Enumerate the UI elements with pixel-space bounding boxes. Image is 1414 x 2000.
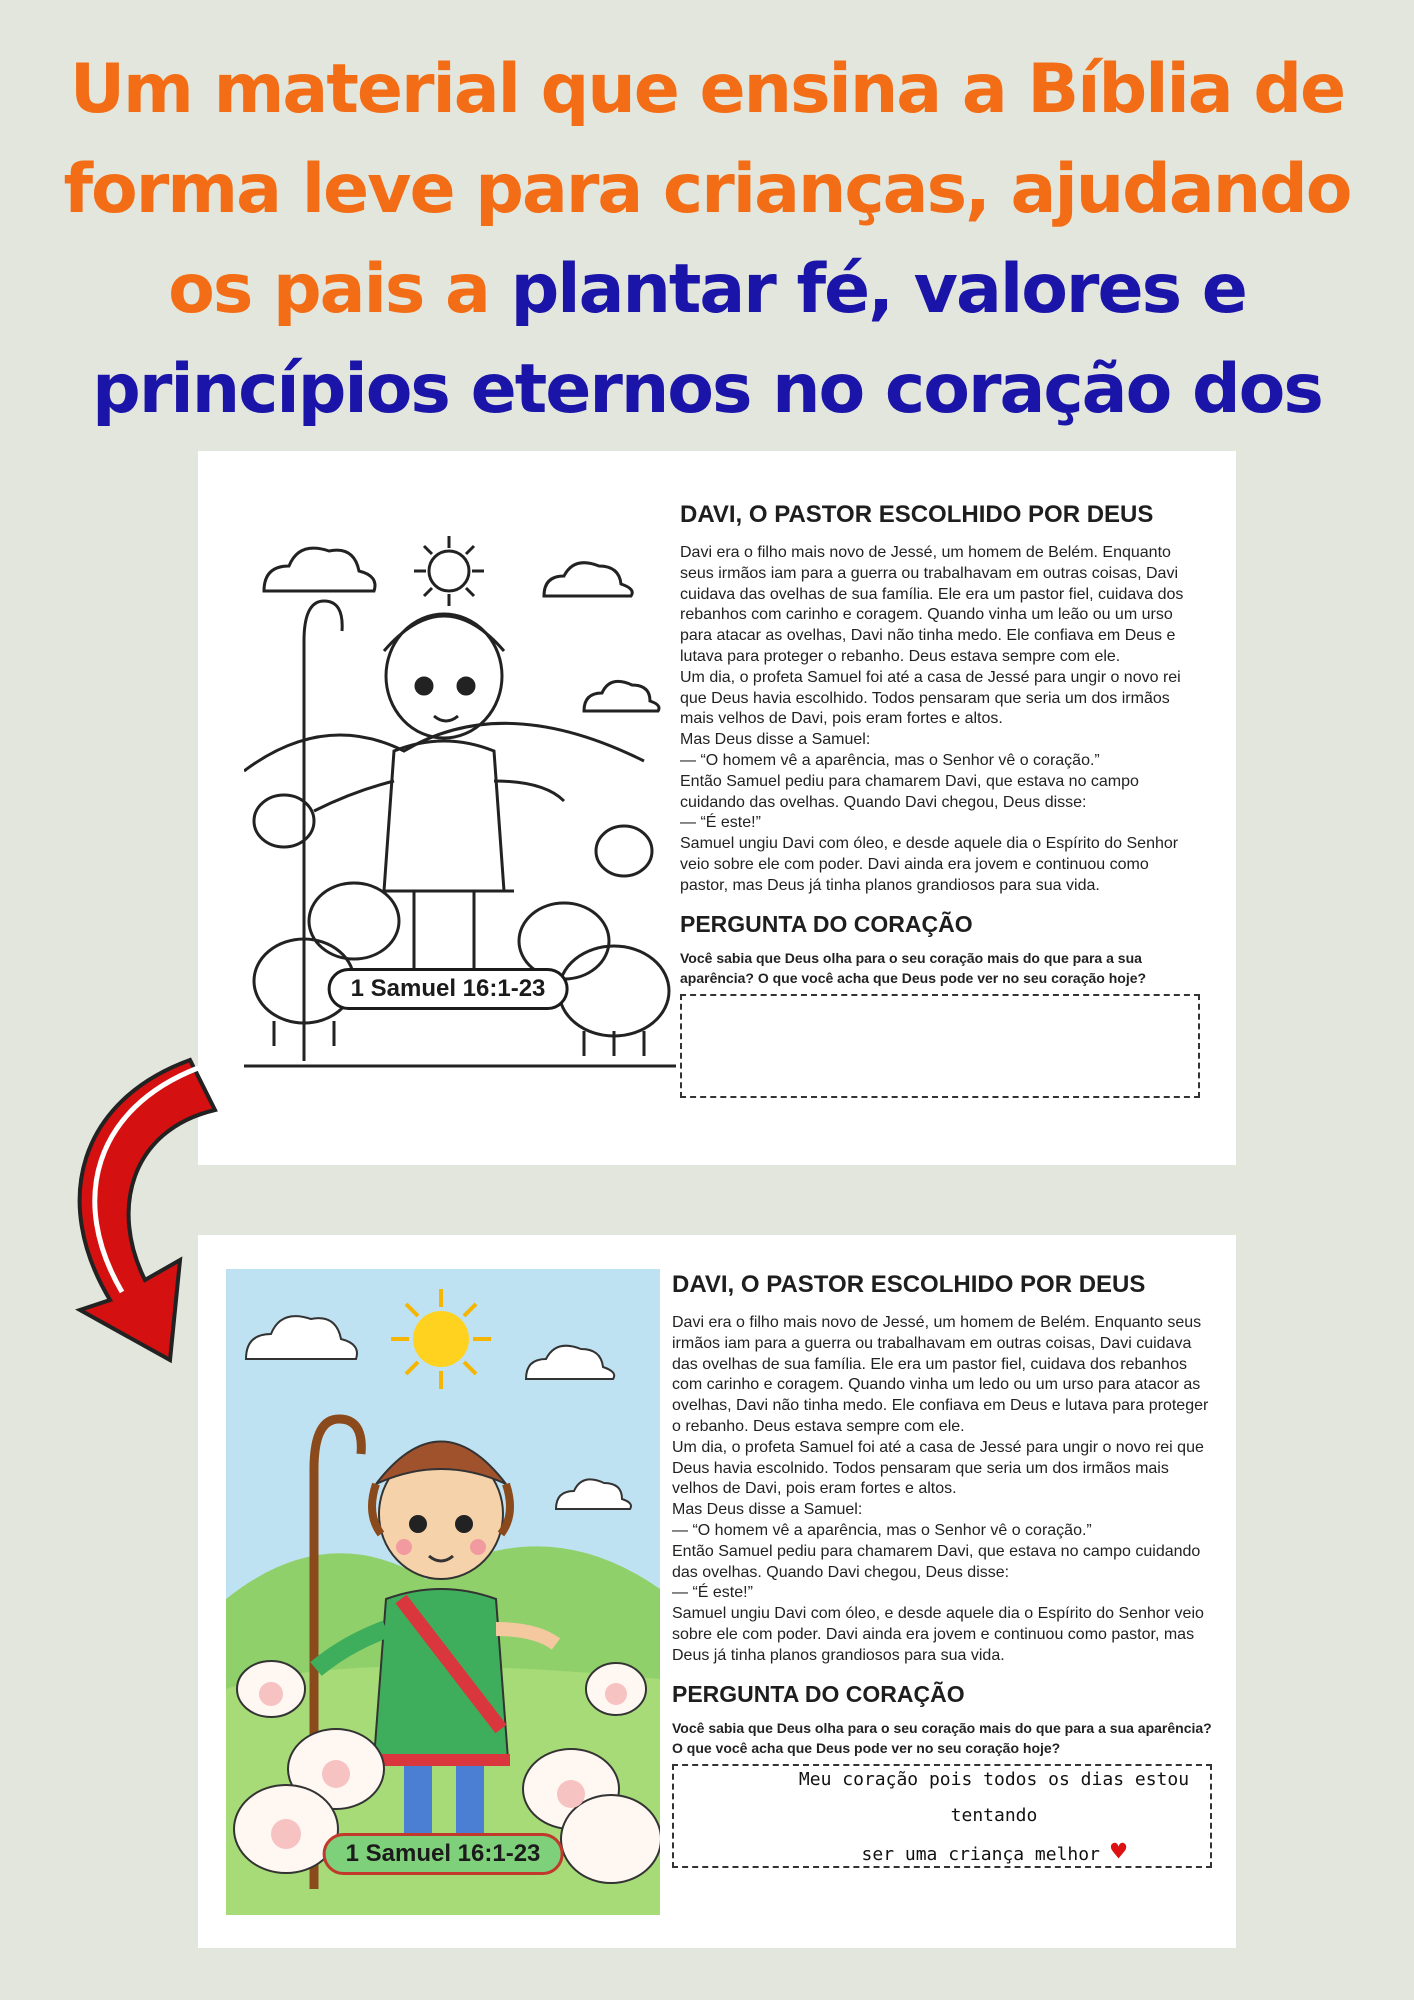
story-paragraph: Um dia, o profeta Samuel foi até a casa de Jessé para ungir o novo rei que Deus havia escolhido. Todos pensaram que seria um dos irmãos mais velhos de Davi, pois eram fortes e altos. <box>680 668 1181 728</box>
story-paragraph: Mas Deus disse a Samuel: <box>680 731 871 749</box>
worksheet-after-card <box>198 1235 1236 1948</box>
story-paragraph: Mas Deus disse a Samuel: <box>672 1501 863 1519</box>
question-title: PERGUNTA DO CORAÇÃO <box>680 910 973 937</box>
answer-box[interactable] <box>680 994 1200 1098</box>
story-paragraph: Davi era o filho mais novo de Jessé, um homem de Belém. Enquanto seus irmãos iam para a guerra ou trabalhavam em outras coisas, Davi cuidava das ovelhas de sua família. Ele era um pastor fiel, cuidava dos rebanhos com carinho e coragem. Quando vinha um leão ou um urso para atacar as ovelhas, Davi não tinha medo. Ele confiava em Deus e lutava para proteger o rebanho. Deus estava sempre com ele. <box>680 544 1184 665</box>
question-title: PERGUNTA DO CORAÇÃO <box>672 1680 965 1707</box>
story-paragraph: Samuel ungiu Davi com óleo, e desde aquele dia o Espírito do Senhor veio sobre ele com poder. Davi ainda era jovem e continuou como pastor, mas Deus já tinha planos grandiosos para sua vida. <box>672 1605 1204 1664</box>
story-text <box>672 1313 1212 1667</box>
story-paragraph: — “É este!” <box>672 1584 753 1602</box>
story-column <box>672 1271 1212 1868</box>
handwritten-answer <box>754 1762 1234 1873</box>
story-paragraph: — “É este!” <box>680 814 761 832</box>
story-paragraph: Então Samuel pediu para chamarem Davi, que estava no campo cuidando das ovelhas. Quando Davi chegou, Deus disse: <box>672 1542 1201 1581</box>
story-title: DAVI, O PASTOR ESCOLHIDO POR DEUS <box>672 1271 1146 1298</box>
story-column <box>680 501 1200 1098</box>
curved-arrow-icon <box>40 1040 220 1370</box>
story-paragraph: Davi era o filho mais novo de Jessé, um homem de Belém. Enquanto seus irmãos iam para a guerra ou trabalhavam em outras coisas, Davi cuidava das ovelhas de sua família. Ele era um pastor fiel, cuidava dos rebanhos com carinho e coragem. Quando vinha um ledo ou um urso para atacor as ovelhas, Davi não tinha medo. Ele confiava em Deus e lutava para proteger o rebanho. Deus estava sempre com ele. <box>672 1314 1209 1435</box>
answer-line: Meu coração pois todos os dias estou tentando <box>798 1768 1190 1826</box>
story-paragraph: — “O homem vê a aparência, mas o Senhor vê o coração.” <box>680 751 1100 769</box>
story-title: DAVI, O PASTOR ESCOLHIDO POR DEUS <box>680 501 1154 528</box>
story-paragraph: Então Samuel pediu para chamarem Davi, que estava no campo cuidando das ovelhas. Quando Davi chegou, Deus disse: <box>680 772 1139 811</box>
heart-icon: ♥ <box>1110 1836 1127 1867</box>
story-paragraph: — “O homem vê a aparência, mas o Senhor vê o coração.” <box>672 1521 1092 1539</box>
question-text: Você sabia que Deus olha para o seu coração mais do que para a sua aparência? O que você acha que Deus pode ver no seu coração hoje? <box>672 1719 1212 1756</box>
question-text: Você sabia que Deus olha para o seu coração mais do que para a sua aparência? O que você acha que Deus pode ver no seu coração hoje? <box>680 949 1147 986</box>
answer-box[interactable] <box>672 1764 1212 1868</box>
coloring-illustration-colored <box>226 1269 660 1915</box>
story-paragraph: Samuel ungiu Davi com óleo, e desde aquele dia o Espírito do Senhor veio sobre ele com poder. Davi ainda era jovem e continuou como pastor, mas Deus já tinha planos grandiosos para sua vida. <box>680 835 1179 894</box>
bible-reference-badge: 1 Samuel 16:1-23 <box>328 968 569 1010</box>
story-text <box>680 543 1200 897</box>
answer-line: ser uma criança melhor <box>861 1843 1100 1865</box>
story-paragraph: Um dia, o profeta Samuel foi até a casa de Jessé para ungir o novo rei que Deus havia escolnido. Todos pensaram que seria um dos irmãos mais velhos de Davi, pois eram fortes e altos. <box>672 1438 1204 1498</box>
headline-orange-text: Um material que ensina a Bíblia de forma leve para crianças, ajudando os pais a <box>63 50 1351 329</box>
headline-navy-text: plantar fé, valores e princípios eternos no coração dos <box>92 250 1322 429</box>
answer-line-2 <box>754 1834 1234 1873</box>
bible-reference-badge: 1 Samuel 16:1-23 <box>323 1833 564 1875</box>
worksheet-before-card <box>198 451 1236 1165</box>
